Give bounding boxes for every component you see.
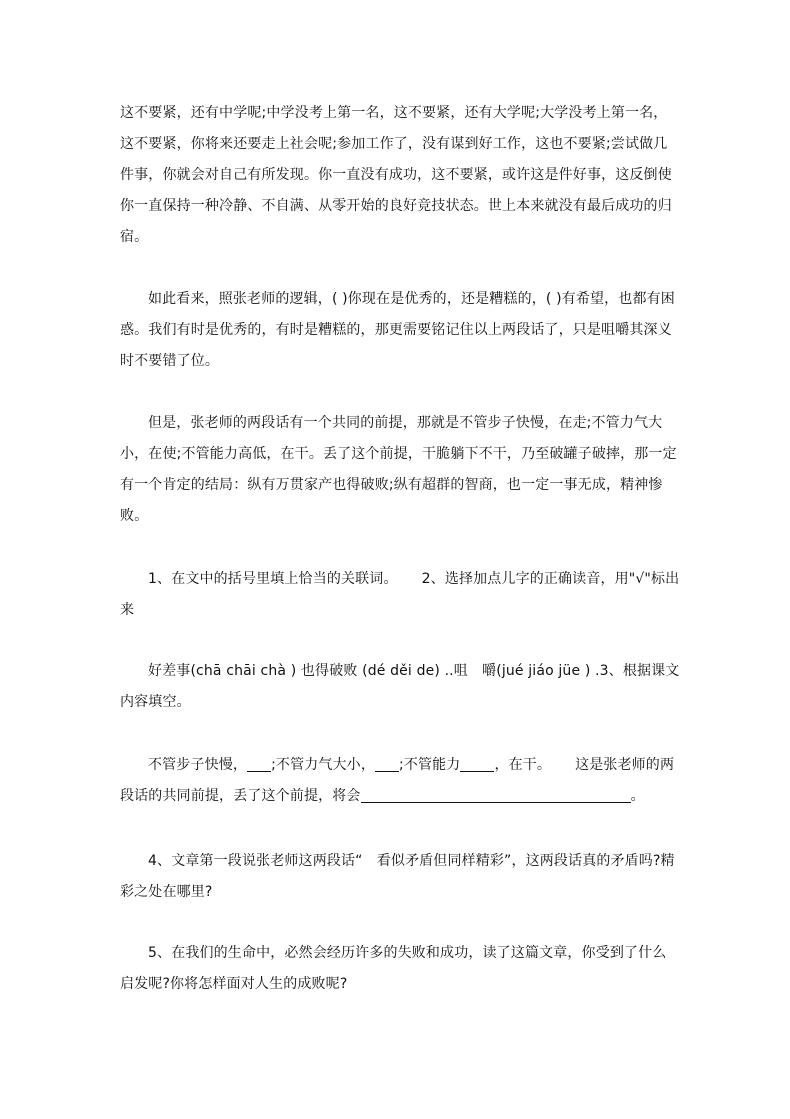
question-3	[120, 750, 680, 812]
fill-blank-4[interactable]	[361, 786, 631, 803]
fill-blank-1[interactable]	[247, 755, 271, 772]
paragraph-1: 这不要紧，还有中学呢;中学没考上第一名，这不要紧，还有大学呢;大学没考上第一名，这不要紧，你将来还要走上社会呢;参加工作了，没有谋到好工作，这也不要紧;尝试做几件事，你就会对自己有所发现。你一直没有成功，这不要紧，或许这是件好事，这反倒使你一直保持一种冷静、不自满、从零开始的良好竞技状态。世上本来就没有最后成功的归宿。	[120, 105, 672, 245]
question-3-part-d: ，在干。	[494, 757, 552, 773]
question-1-and-2	[120, 564, 680, 626]
question-3-part-c: ;不管能力	[398, 757, 461, 773]
paragraph-3: 但是，张老师的两段话有一个共同的前提，那就是不管步子快慢，在走;不管力气大小，在使;不管能力高低，在干。丢了这个前提，干脆躺下不干，乃至破罐子破摔，那一定有一个肯定的结局：纵有万贯家产也得破败;纵有超群的智商，也一定一事无成，精神惨败。	[120, 415, 677, 524]
paragraph-2: 如此看来，照张老师的逻辑，( )你现在是优秀的，还是糟糕的，( )有希望，也都有困惑。我们有时是优秀的，有时是糟糕的，那更需要铭记住以上两段话了，只是咀嚼其深义时不要错了位。	[120, 291, 675, 369]
question-5: 5、在我们的生命中，必然会经历许多的失败和成功，读了这篇文章，你受到了什么启发呢?你将怎样面对人生的成败呢?	[120, 945, 667, 992]
question-1: 1、在文中的括号里填上恰当的关联词。	[148, 571, 398, 587]
question-3-part-e: 这是张老师的两段话的共同前提，丢了这个前提，将会	[120, 757, 675, 804]
question-3-part-b: ;不管力气大小，	[271, 757, 375, 773]
fill-blank-3[interactable]	[460, 755, 494, 772]
question-4: 4、文章第一段说张老师这两段话“ 看似矛盾但同样精彩”，这两段话真的矛盾吗?精彩之处在哪里?	[120, 853, 675, 900]
question-2-options: 好差事(chā chāi chà ) 也得破败 (dé děi de) ..咀 嚼(jué jiáo jüe ) .3、根据课文内容填空。	[120, 663, 680, 710]
question-2: 2、选择加点儿字的正确读音，用"√"标出来	[120, 571, 680, 618]
question-3-part-a: 不管步子快慢，	[148, 757, 248, 773]
fill-blank-2[interactable]	[375, 755, 399, 772]
question-3-part-f: 。	[630, 788, 645, 804]
